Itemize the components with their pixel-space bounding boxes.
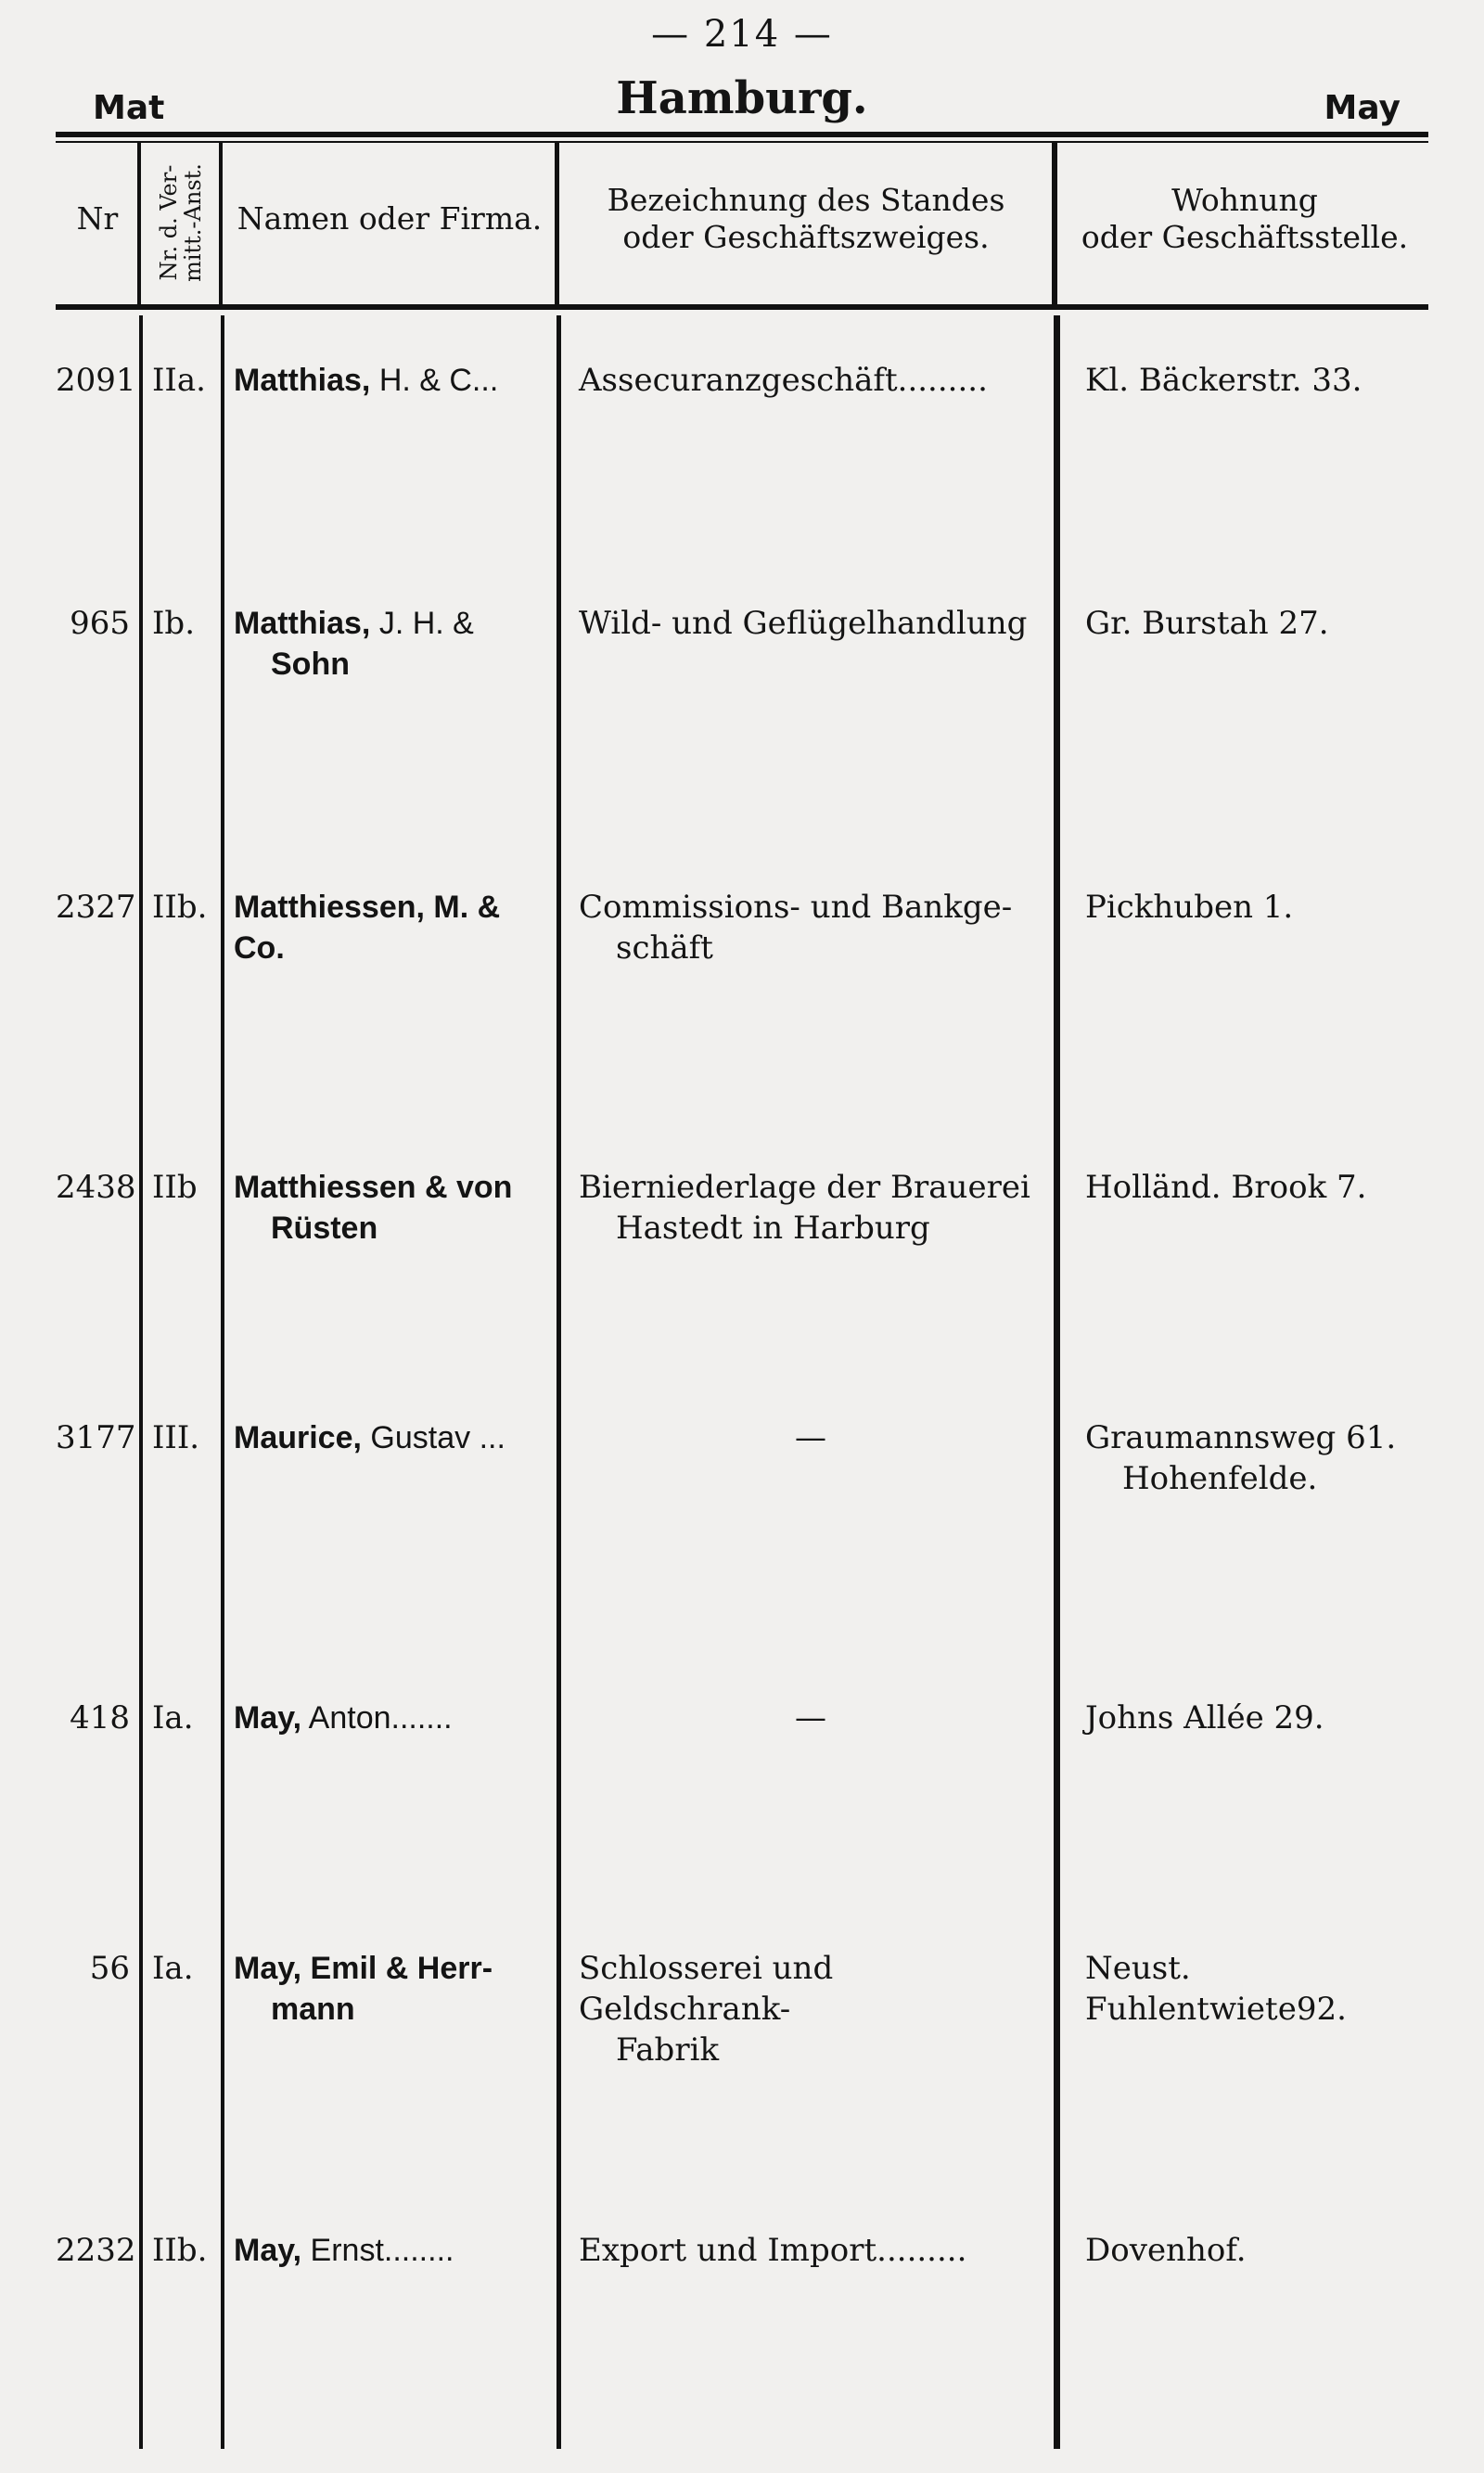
entry-address: Kl. Bäckerstr. 33.: [1085, 362, 1362, 399]
entry-number: 2091: [56, 362, 136, 399]
column-header-name: Namen oder Firma.: [237, 200, 543, 237]
entry-name-bold: Maurice,: [234, 1420, 362, 1455]
column-header-nr: Nr: [76, 200, 119, 237]
body-divider-3: [556, 315, 561, 2449]
entry-name-bold: Matthias,: [234, 606, 371, 641]
entry-address-line2: Hohenfelde.: [1122, 1460, 1318, 1497]
entry-profession: [579, 887, 1043, 968]
body-divider-1: [139, 315, 143, 2449]
entry-name-line2: mann: [271, 1992, 355, 2027]
body-divider-2: [221, 315, 224, 2449]
entry-name-bold: May,: [234, 1700, 302, 1736]
entry-address: Gr. Burstah 27.: [1085, 605, 1329, 642]
entry-name-rest: Anton.......: [308, 1700, 453, 1736]
entry-name: [234, 887, 549, 968]
guide-word-left: Mat: [93, 89, 165, 127]
entry-name-bold: Matthiessen & von: [234, 1170, 513, 1205]
top-rule-thin: [56, 141, 1428, 143]
entry-name-line2: Sohn: [271, 647, 350, 682]
entry-name-rest: J. H. &: [378, 606, 474, 641]
entry-name-bold: May,: [234, 1951, 302, 1986]
entry-number: 965: [70, 605, 130, 642]
entry-address: Johns Allée 29.: [1085, 1699, 1324, 1736]
entry-class: Ia.: [152, 1699, 194, 1736]
entry-name: [234, 1417, 549, 1458]
entry-profession: Assecuranzgeschäft.........: [579, 362, 988, 399]
entry-address: Dovenhof.: [1085, 2232, 1247, 2269]
entry-number: 418: [70, 1699, 130, 1736]
column-header-wohnung-line1: Wohnung: [1171, 182, 1318, 218]
page-title: Hamburg.: [616, 72, 868, 124]
entry-name-bold: Matthiessen,: [234, 890, 425, 925]
entry-class: IIb.: [152, 2232, 208, 2269]
top-rule: [56, 132, 1428, 137]
entry-number: 2438: [56, 1169, 136, 1206]
entry-name-rest: Ernst........: [310, 2233, 454, 2268]
entry-name: [234, 1948, 549, 2030]
entry-address-line1: Graumannsweg 61.: [1085, 1419, 1397, 1456]
column-header-wohnung: [1059, 182, 1430, 256]
entry-class: Ia.: [152, 1950, 194, 1987]
entry-profession-line1: Commissions- und Bankge-: [579, 889, 1013, 926]
entry-profession: [579, 1948, 1043, 2070]
entry-name-bold: May,: [234, 2233, 302, 2268]
entry-class: IIa.: [152, 362, 206, 399]
entry-name-rest: Gustav ...: [370, 1420, 505, 1455]
entry-profession: [579, 1167, 1043, 1249]
entry-name: [234, 603, 549, 685]
column-header-stand: [560, 182, 1052, 256]
entry-number: 56: [89, 1950, 130, 1987]
guide-word-right: May: [1324, 89, 1401, 127]
entry-class: III.: [152, 1419, 200, 1456]
entry-name-rest: M. & Co.: [234, 890, 501, 966]
column-header-vermitt: [139, 148, 223, 297]
entry-number: 2232: [56, 2232, 136, 2269]
column-header-wohnung-line2: oder Geschäftsstelle.: [1081, 219, 1409, 255]
column-header-vermitt-line1: Nr. d. Ver-: [156, 164, 182, 281]
entry-class: IIb: [152, 1169, 198, 1206]
entry-address: Holländ. Brook 7.: [1085, 1169, 1367, 1206]
page-number: — 214 —: [651, 13, 833, 56]
entry-address: [1085, 1417, 1456, 1499]
column-header-stand-line2: oder Geschäftszweiges.: [622, 219, 990, 255]
entry-profession-line2: schäft: [616, 929, 713, 967]
entry-name: [234, 2230, 549, 2271]
entry-name: [234, 1698, 549, 1738]
entry-class: IIb.: [152, 889, 208, 926]
entry-address: Neust. Fuhlentwiete92.: [1085, 1950, 1347, 2028]
entry-name-rest: H. & C...: [378, 363, 499, 398]
entry-number: 3177: [56, 1419, 136, 1456]
header-divider-4: [1052, 141, 1057, 304]
entry-class: Ib.: [152, 605, 196, 642]
entry-name-bold: Matthias,: [234, 363, 371, 398]
entry-profession-line1: Schlosserei und Geldschrank-: [579, 1950, 834, 2028]
entry-profession-line2: Hastedt in Harburg: [616, 1210, 930, 1247]
entry-profession-line1: Bierniederlage der Brauerei: [579, 1169, 1030, 1206]
entry-name-rest: Emil & Herr-: [310, 1951, 493, 1986]
entry-number: 2327: [56, 889, 136, 926]
header-divider-3: [555, 141, 559, 304]
entry-profession-line2: Fabrik: [616, 2031, 720, 2069]
entry-profession: —: [795, 1699, 826, 1736]
column-header-vermitt-line2: mitt.-Anst.: [180, 163, 206, 282]
entry-address: Pickhuben 1.: [1085, 889, 1294, 926]
column-header-stand-line1: Bezeichnung des Standes: [607, 182, 1005, 218]
entry-profession: Export und Import.........: [579, 2232, 967, 2269]
entry-name-line2: Rüsten: [271, 1211, 378, 1246]
entry-profession: —: [795, 1419, 826, 1456]
entry-profession: Wild- und Geflügelhandlung: [579, 605, 1028, 642]
entry-name: [234, 1167, 549, 1249]
entry-name: [234, 360, 549, 401]
header-rule: [56, 304, 1428, 310]
body-divider-4: [1054, 315, 1060, 2449]
